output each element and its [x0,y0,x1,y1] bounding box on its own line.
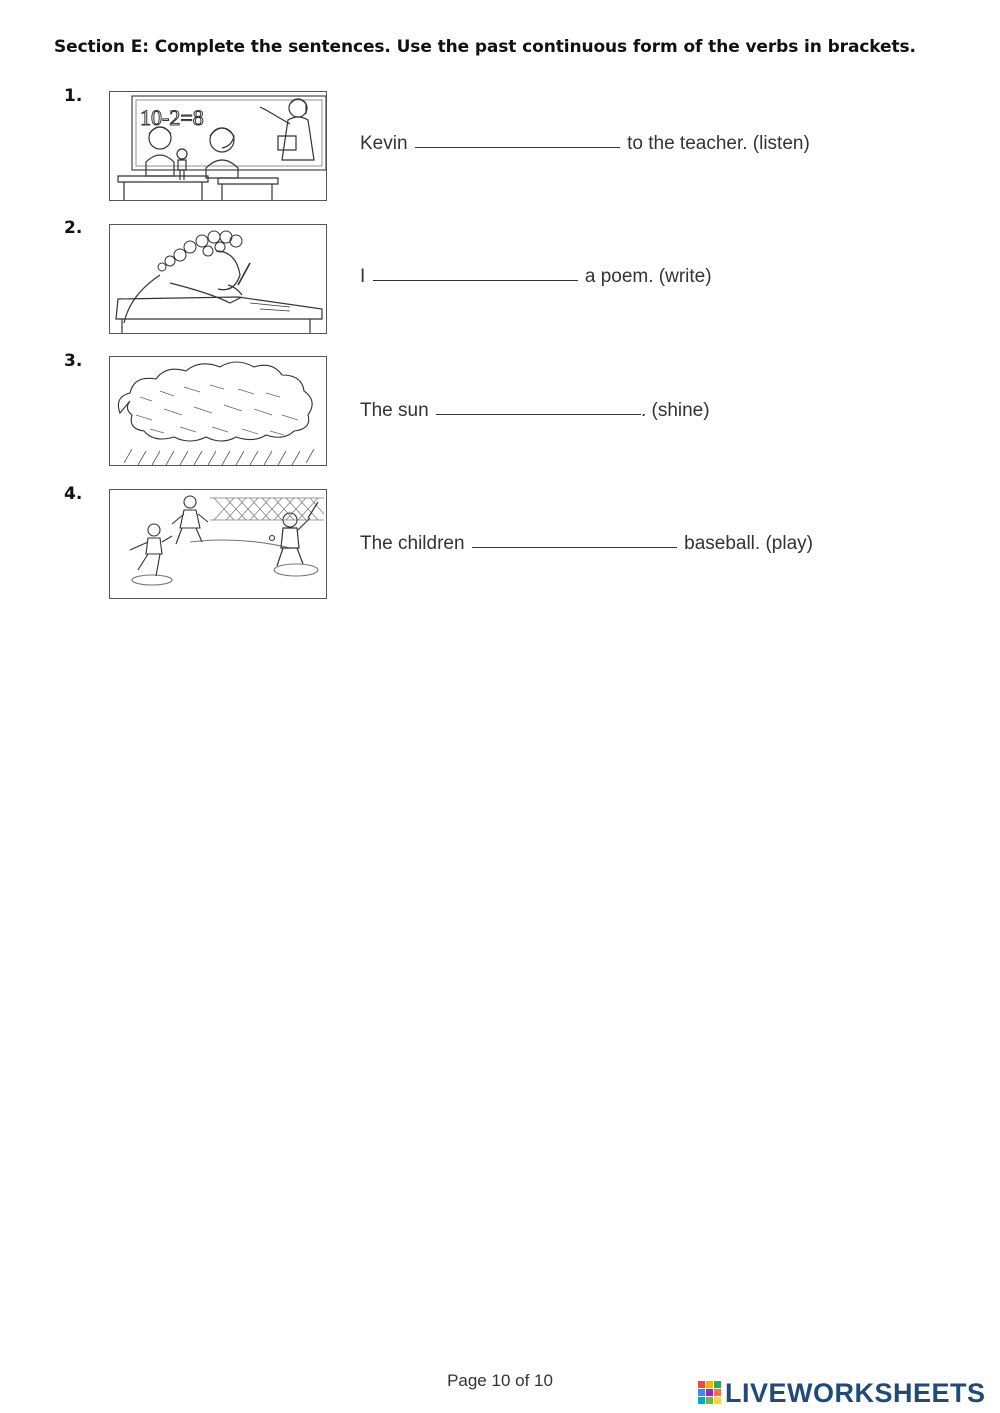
sentence-start: I [360,266,366,287]
liveworksheets-logo[interactable] [698,1377,986,1409]
sentence-1 [360,133,810,155]
sentence-start: The children [360,533,465,554]
question-number: 4. [64,484,83,504]
sentence-3 [360,400,710,422]
board-text: 10-2=8 [140,105,204,130]
page-number: Page 10 of 10 [447,1371,553,1390]
liveworksheets-icon [698,1381,722,1405]
girl-writing-picture [109,224,327,334]
sentence-2 [360,266,712,288]
answer-blank[interactable] [373,279,578,281]
answer-blank[interactable] [436,413,641,415]
answer-blank[interactable] [472,546,677,548]
question-number: 2. [64,218,83,238]
sentence-start: Kevin [360,133,408,154]
sentence-end: a poem. (write) [584,266,712,287]
classroom-picture [109,91,327,201]
question-number: 3. [64,351,83,371]
answer-blank[interactable] [415,146,620,148]
section-heading: Section E: Complete the sentences. Use the past continuous form of the verbs in brackets. [54,37,916,57]
sentence-end: baseball. (play) [684,533,813,554]
baseball-picture [109,489,327,599]
sentence-start: The sun [360,400,429,421]
cloudy-rain-picture [109,356,327,466]
sentence-4 [360,533,813,555]
sentence-end: . (shine) [640,400,710,421]
question-number: 1. [64,86,83,106]
sentence-end: to the teacher. (listen) [627,133,810,154]
brand-name: LIVEWORKSHEETS [725,1377,986,1408]
